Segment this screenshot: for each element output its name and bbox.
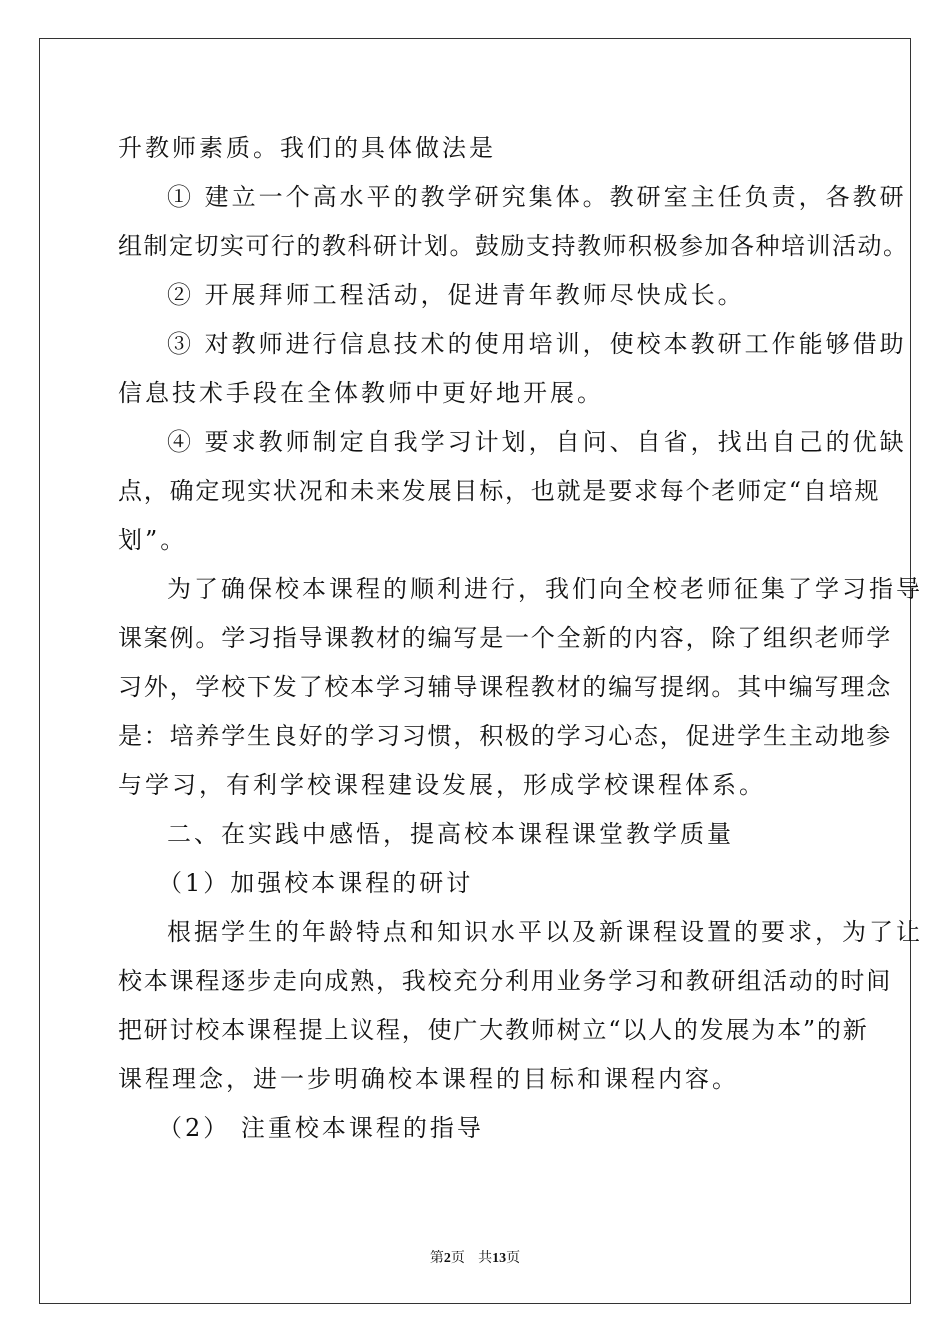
body-line: 课案例。学习指导课教材的编写是一个全新的内容，除了组织老师学 (118, 624, 892, 652)
body-line: 把研讨校本课程提上议程，使广大教师树立“以人的发展为本”的新 (118, 1016, 869, 1044)
body-line: 升教师素质。我们的具体做法是 (118, 134, 496, 162)
total-pages: 13 (492, 1251, 507, 1266)
total-label-suffix: 页 (506, 1250, 521, 1266)
body-line: 习外，学校下发了校本学习辅导课程教材的编写提纲。其中编写理念 (118, 673, 892, 701)
section-heading: 二、在实践中感悟，提高校本课程课堂教学质量 (167, 820, 734, 848)
body-line: 点，确定现实状况和未来发展目标，也就是要求每个老师定“自培规 (118, 477, 881, 505)
body-line: 信息技术手段在全体教师中更好地开展。 (118, 379, 604, 407)
body-line: 课程理念，进一步明确校本课程的目标和课程内容。 (118, 1065, 739, 1093)
list-item-2: ② 开展拜师工程活动，促进青年教师尽快成长。 (167, 281, 745, 309)
body-line: 组制定切实可行的教科研计划。鼓励支持教师积极参加各种培训活动。 (118, 232, 909, 260)
page-footer (0, 1247, 950, 1267)
subsection-heading-1: （1）加强校本课程的研讨 (158, 869, 474, 897)
list-item-1: ① 建立一个高水平的教学研究集体。教研室主任负责，各教研 (167, 183, 907, 211)
paragraph-line: 为了确保校本课程的顺利进行，我们向全校老师征集了学习指导 (167, 575, 923, 603)
page-label-suffix: 页 (450, 1250, 465, 1266)
body-line: 是：培养学生良好的学习习惯，积极的学习心态，促进学生主动地参 (118, 722, 892, 750)
list-item-3: ③ 对教师进行信息技术的使用培训，使校本教研工作能够借助 (167, 330, 907, 358)
body-line: 校本课程逐步走向成熟，我校充分利用业务学习和教研组活动的时间 (118, 967, 892, 995)
body-line: 划”。 (118, 526, 188, 554)
document-body (118, 124, 923, 1153)
total-label-prefix: 共 (478, 1250, 493, 1266)
paragraph-line: 根据学生的年龄特点和知识水平以及新课程设置的要求，为了让 (167, 918, 923, 946)
subsection-heading-2: （2） 注重校本课程的指导 (158, 1114, 484, 1142)
page-number: 2 (443, 1251, 451, 1266)
body-line: 与学习，有利学校课程建设发展，形成学校课程体系。 (118, 771, 766, 799)
page-label-prefix: 第 (429, 1250, 444, 1266)
list-item-4: ④ 要求教师制定自我学习计划，自问、自省，找出自己的优缺 (167, 428, 907, 456)
